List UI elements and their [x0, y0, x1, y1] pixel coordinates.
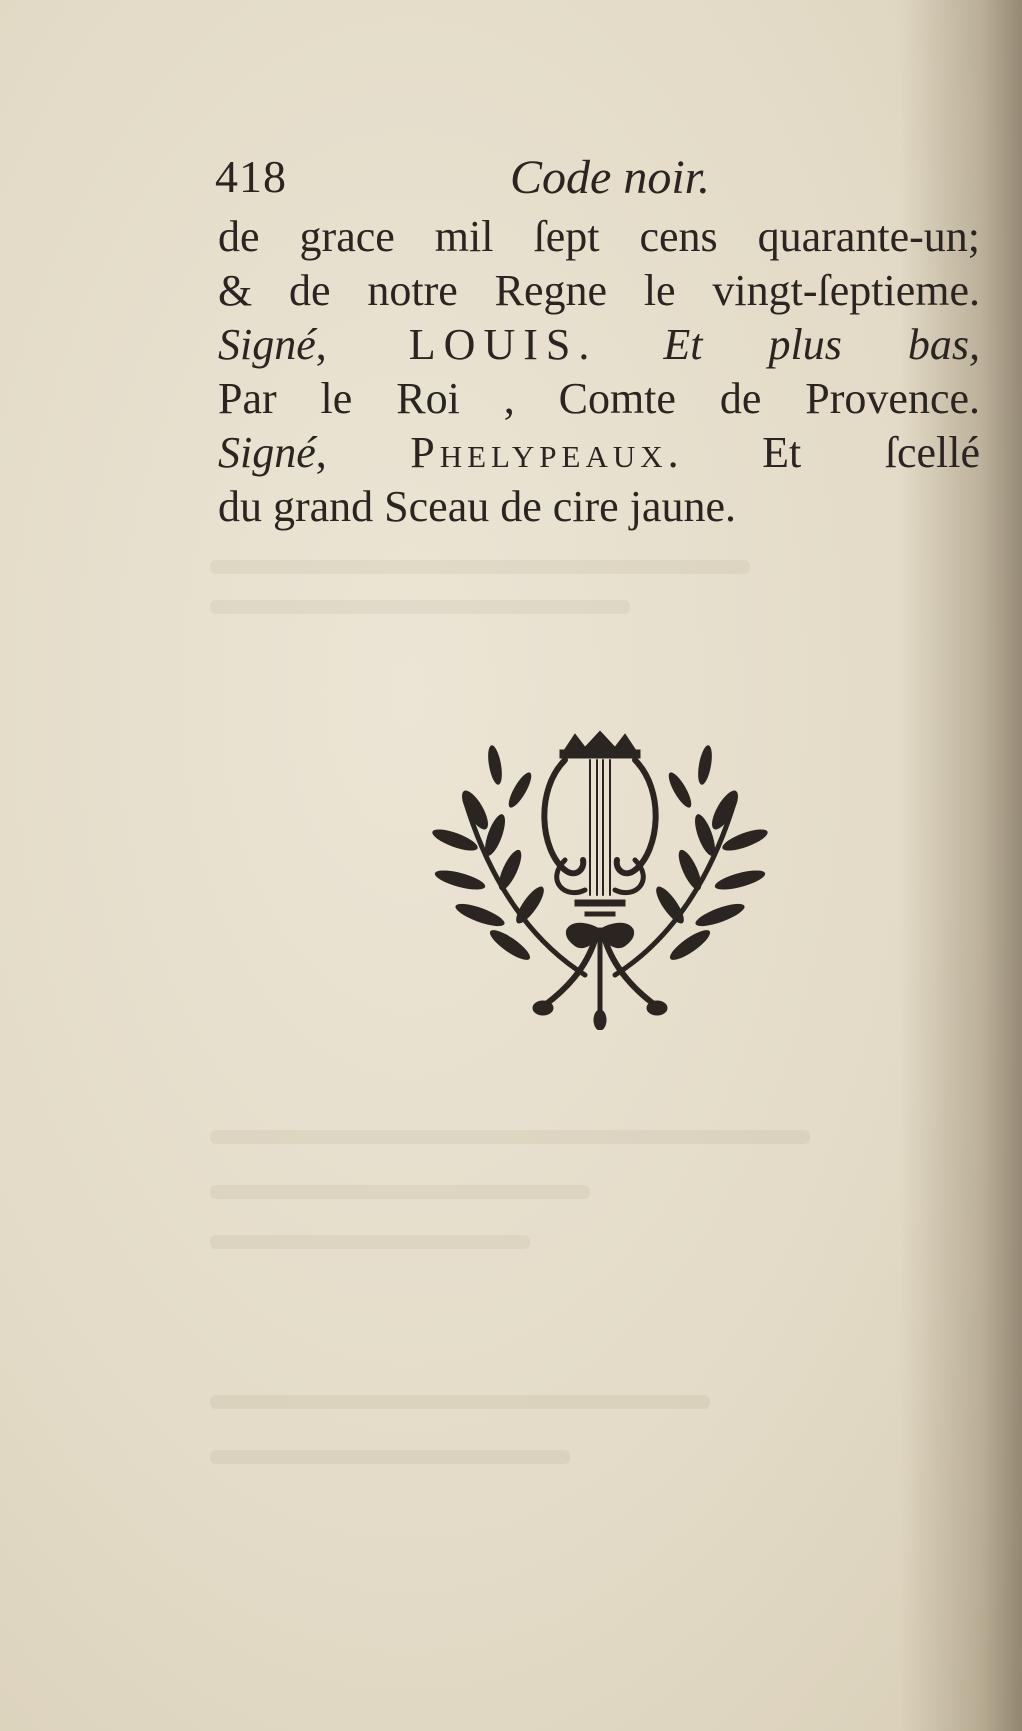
text-line: du grand Sceau de cire jaune. — [218, 482, 736, 531]
and-below-text: Et plus bas, — [663, 320, 980, 369]
signature-word: Signé — [218, 320, 316, 369]
text-line — [218, 426, 980, 480]
body-text — [218, 210, 988, 534]
bleed-through-mark — [210, 1130, 810, 1144]
bleed-through-mark — [210, 1450, 570, 1464]
text-line: Par le Roi , Comte de Provence. — [218, 374, 980, 423]
bleed-through-mark — [210, 1235, 530, 1249]
running-header — [215, 150, 985, 210]
sealed-text: . Et ſcellé — [667, 428, 980, 477]
running-title: Code noir. — [510, 151, 711, 204]
text-line — [218, 318, 980, 372]
page-number: 418 — [215, 151, 287, 202]
signature-word: Signé — [218, 428, 316, 477]
bleed-through-mark — [210, 1395, 710, 1409]
text-line: & de notre Regne le vingt-ſeptieme. — [218, 266, 980, 315]
bleed-through-mark — [210, 560, 750, 574]
king-name: , LOUIS. — [315, 320, 598, 369]
text-line: de grace mil ſept cens quarante-un; — [218, 212, 980, 261]
minister-name: Phelypeaux — [410, 428, 668, 477]
separator: , — [315, 428, 411, 477]
bleed-through-mark — [210, 600, 630, 614]
bleed-through-mark — [210, 1185, 590, 1199]
lyre-with-laurel-branches-icon — [425, 730, 775, 1030]
